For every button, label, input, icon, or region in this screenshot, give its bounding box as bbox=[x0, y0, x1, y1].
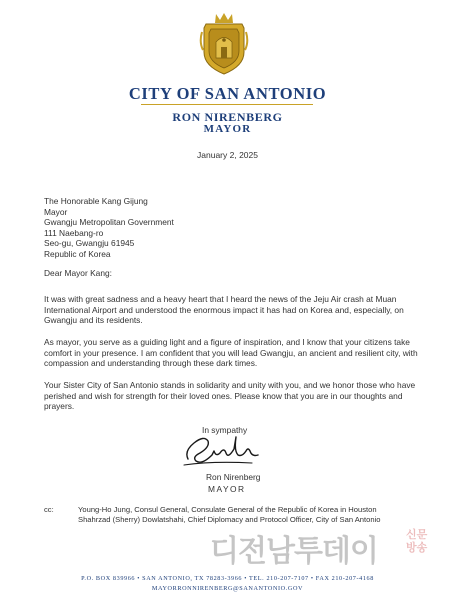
news-watermark-sub bbox=[406, 528, 427, 554]
letterhead-mayor-title: MAYOR bbox=[203, 123, 252, 135]
letterhead-divider bbox=[141, 104, 313, 105]
cc-label: cc: bbox=[44, 505, 54, 514]
letterhead-mayor-name: RON NIRENBERG bbox=[172, 110, 283, 124]
salutation: Dear Mayor Kang: bbox=[44, 268, 112, 278]
cc-entry: Shahrzad (Sherry) Dowlatshahi, Chief Diplomacy and Protocol Officer, City of San Antonio bbox=[78, 515, 381, 524]
footer-email: MAYORRONNIRENBERG@SANANTONIO.GOV bbox=[151, 585, 304, 592]
footer-address: P.O. BOX 839966 • SAN ANTONIO, TX 78283-3966 • TEL. 210-207-7107 • FAX 210-207-4168 bbox=[81, 575, 374, 582]
letter-date: January 2, 2025 bbox=[197, 150, 258, 160]
watermark-sub-line: 신문 bbox=[406, 528, 428, 541]
letterhead-city-name: CITY OF SAN ANTONIO bbox=[128, 84, 327, 103]
signer-title: MAYOR bbox=[208, 484, 246, 494]
cc-list bbox=[78, 505, 381, 525]
body-paragraph-1: It was with great sadness and a heavy heart that I heard the news of the Jeju Air crash at Muan International Airport and understood the enormous impact it has had on Korea and, especially, on Gwangju and its residents. bbox=[44, 294, 404, 326]
body-paragraph-3: Your Sister City of San Antonio stands in solidarity and unity with you, and we honor those who have perished and wish for strength for their loved ones. Please know that you are in our thoughts and prayers. bbox=[44, 380, 416, 412]
news-watermark: 디전남투데이 bbox=[210, 534, 378, 569]
recipient-line: Mayor bbox=[44, 206, 68, 217]
recipient-line: Seo-gu, Gwangju 61945 bbox=[44, 238, 135, 249]
watermark-sub-line: 방송 bbox=[406, 541, 428, 554]
recipient-line: Gwangju Metropolitan Government bbox=[44, 217, 174, 228]
recipient-line: Republic of Korea bbox=[44, 248, 111, 259]
signature-icon bbox=[182, 429, 260, 471]
recipient-address bbox=[44, 196, 174, 260]
cc-entry: Young-Ho Jung, Consul General, Consulate General of the Republic of Korea in Houston bbox=[78, 505, 377, 514]
signer-name: Ron Nirenberg bbox=[206, 472, 261, 482]
recipient-line: 111 Naebang-ro bbox=[44, 227, 104, 238]
recipient-line: The Honorable Kang Gijung bbox=[44, 196, 148, 206]
city-seal-icon bbox=[198, 12, 250, 76]
body-paragraph-2: As mayor, you serve as a guiding light and a figure of inspiration, and I know that your citizens take comfort in your presence. I am confident that you will lead Gwangju, an ancient and resilient city, with compassion and understanding through these dark times. bbox=[44, 337, 418, 369]
closing: In sympathy bbox=[202, 425, 248, 435]
